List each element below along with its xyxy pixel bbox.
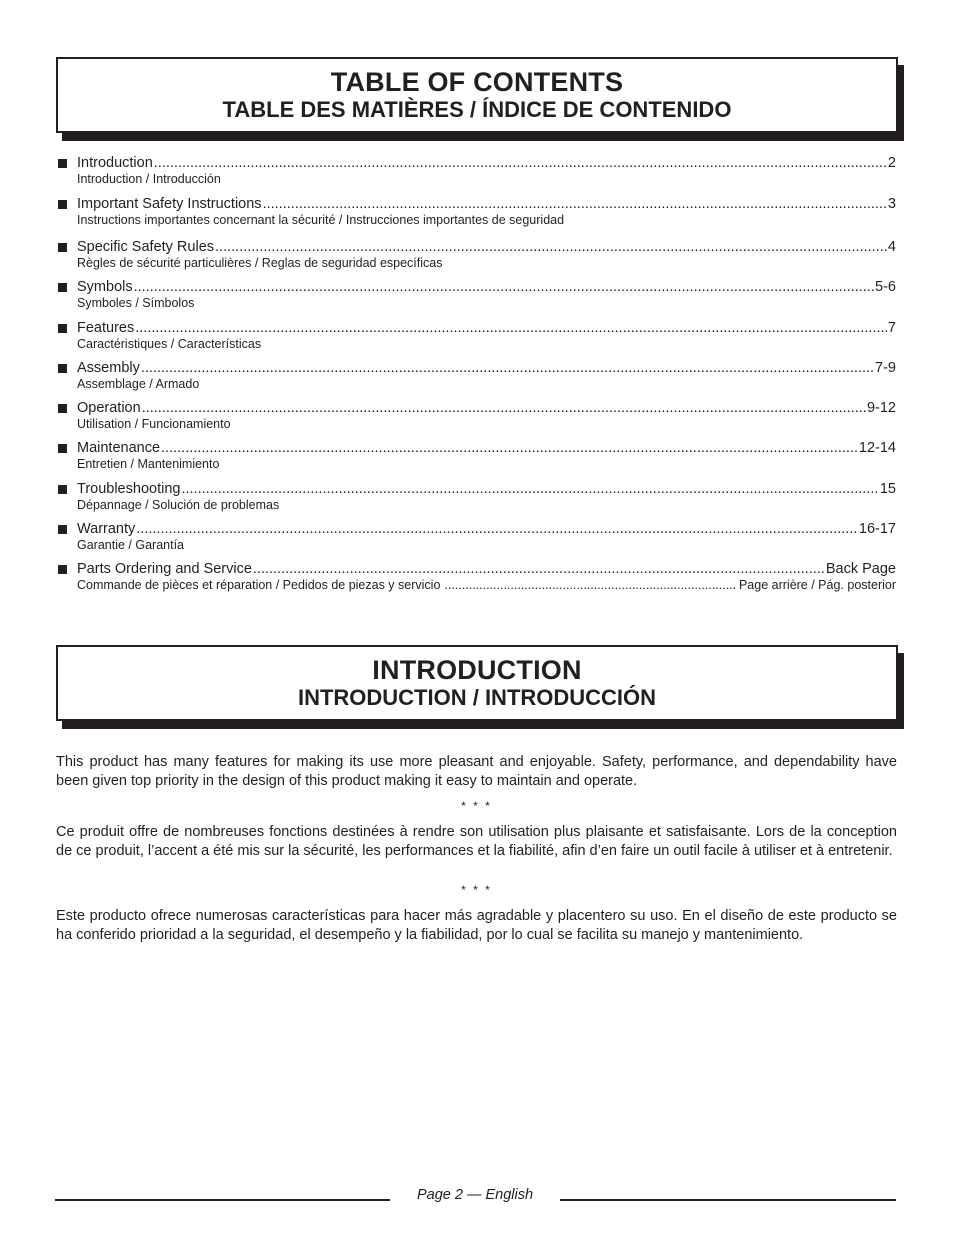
- toc-entry-translation-line: [77, 296, 896, 311]
- footer-rule-right: [560, 1199, 896, 1201]
- toc-item: [56, 481, 896, 521]
- toc-entry-translation-line: [77, 538, 896, 553]
- toc-entry-line: [77, 320, 896, 337]
- toc-entry-translation-line: [77, 377, 896, 392]
- intro-header-box: [56, 645, 898, 721]
- intro-header-frame: [56, 645, 898, 721]
- toc-title: TABLE OF CONTENTS: [330, 67, 624, 97]
- square-bullet-icon: [58, 159, 67, 168]
- toc-entry-translation-line: [77, 213, 896, 228]
- toc-item: [56, 279, 896, 319]
- toc-entry-line: [77, 400, 896, 417]
- square-bullet-icon: [58, 283, 67, 292]
- toc-entry-translation: Utilisation / Funcionamiento: [77, 417, 231, 431]
- square-bullet-icon: [58, 444, 67, 453]
- toc-item: [56, 239, 896, 279]
- toc-entry-page: 16-17: [858, 521, 896, 537]
- toc-entry-page: 7-9: [875, 360, 896, 376]
- separator-1: * * *: [461, 799, 492, 813]
- intro-subtitle: INTRODUCTION / INTRODUCCIÓN: [297, 685, 657, 710]
- toc-entry-translation: Entretien / Mantenimiento: [77, 457, 220, 471]
- square-bullet-icon: [58, 200, 67, 209]
- toc-item: [56, 400, 896, 440]
- toc-item: [56, 360, 896, 400]
- toc-entry-line: [77, 440, 896, 457]
- toc-entry-title: Specific Safety Rules: [77, 239, 215, 255]
- toc-subtitle: TABLE DES MATIÈRES / ÍNDICE DE CONTENIDO: [222, 97, 732, 122]
- toc-leader-dots: [263, 196, 887, 213]
- square-bullet-icon: [58, 404, 67, 413]
- footer-page-label: Page 2 — English: [416, 1187, 534, 1203]
- footer-rule-left: [55, 1199, 390, 1201]
- toc-entry-line: [77, 155, 896, 172]
- toc-entry-title: Important Safety Instructions: [77, 196, 262, 212]
- toc-entry-title: Warranty: [77, 521, 136, 537]
- toc-entry-translation-line: [77, 256, 896, 271]
- toc-leader-dots: [136, 521, 858, 538]
- toc-entry-translation-line: [77, 172, 896, 187]
- toc-entry-title: Maintenance: [77, 440, 161, 456]
- intro-paragraph-fr: Ce produit offre de nombreuses fonctions destinées à rendre son utilisation plus plaisante et satisfaisante. Lors de la conception de ce produit, l’accent a été mis sur la sécurité, les performances et la fiabilité, afin d’en faire un outil facile à utiliser et à entretenir.: [56, 824, 897, 859]
- intro-title: INTRODUCTION: [372, 655, 582, 685]
- toc-entry-translation-line: [77, 498, 896, 513]
- toc-entry-line: [77, 279, 896, 296]
- toc-entry-title: Troubleshooting: [77, 481, 181, 497]
- toc-entry-title: Features: [77, 320, 135, 336]
- toc-entry-translation: Introduction / Introducción: [77, 172, 221, 186]
- toc-leader-dots: [444, 578, 735, 593]
- toc-entry-title: Parts Ordering and Service: [77, 561, 252, 577]
- toc-item: [56, 561, 896, 601]
- toc-entry-page: 2: [887, 155, 896, 171]
- toc-item: [56, 521, 896, 561]
- square-bullet-icon: [58, 243, 67, 252]
- toc-item: [56, 196, 896, 236]
- intro-paragraph-en: This product has many features for making its use more pleasant and enjoyable. Safety, performance, and dependability have been given top priority in the design of this product making it easy to maintain and operate.: [56, 754, 897, 789]
- toc-entry-page: 12-14: [858, 440, 896, 456]
- toc-entry-translation: Commande de pièces et réparation / Pedidos de piezas y servicio: [77, 578, 441, 592]
- toc-leader-dots: [161, 440, 858, 457]
- toc-entry-title: Operation: [77, 400, 141, 416]
- toc-item: [56, 320, 896, 360]
- toc-entry-page: 15: [879, 481, 896, 497]
- toc-entry-translation: Instructions importantes concernant la sécurité / Instrucciones importantes de seguridad: [77, 213, 565, 227]
- toc-entry-translation: Dépannage / Solución de problemas: [77, 498, 280, 512]
- toc-header-box: [56, 57, 898, 133]
- toc-entry-translation: Symboles / Símbolos: [77, 296, 195, 310]
- square-bullet-icon: [58, 525, 67, 534]
- toc-item: [56, 155, 896, 195]
- toc-entry-line: [77, 481, 896, 498]
- toc-entry-page: 7: [887, 320, 896, 336]
- toc-entry-page: 9-12: [866, 400, 896, 416]
- toc-entry-line: [77, 561, 896, 578]
- toc-leader-dots: [142, 400, 866, 417]
- separator-2: * * *: [461, 883, 492, 897]
- toc-entry-page: 4: [887, 239, 896, 255]
- toc-entry-line: [77, 521, 896, 538]
- toc-entry-translation-line: [77, 457, 896, 472]
- toc-leader-dots: [215, 239, 887, 256]
- toc-leader-dots: [253, 561, 825, 578]
- toc-entry-page: 3: [887, 196, 896, 212]
- square-bullet-icon: [58, 485, 67, 494]
- toc-entry-page: 5-6: [875, 279, 896, 295]
- toc-leader-dots: [134, 279, 874, 296]
- toc-entry-line: [77, 239, 896, 256]
- toc-leader-dots: [135, 320, 887, 337]
- toc-entry-translation-line: [77, 578, 896, 593]
- toc-entry-translation: Règles de sécurité particulières / Reglas de seguridad específicas: [77, 256, 443, 270]
- toc-leader-dots: [141, 360, 874, 377]
- toc-entry-line: [77, 196, 896, 213]
- toc-entry-translation-line: [77, 417, 896, 432]
- toc-entry-title: Introduction: [77, 155, 153, 171]
- toc-leader-dots: [154, 155, 887, 172]
- toc-entry-translation: Caractéristiques / Características: [77, 337, 262, 351]
- square-bullet-icon: [58, 324, 67, 333]
- square-bullet-icon: [58, 565, 67, 574]
- toc-entry-title: Symbols: [77, 279, 133, 295]
- square-bullet-icon: [58, 364, 67, 373]
- toc-entry-translation-line: [77, 337, 896, 352]
- toc-leader-dots: [181, 481, 878, 498]
- toc-item: [56, 440, 896, 480]
- toc-entry-translation: Assemblage / Armado: [77, 377, 200, 391]
- toc-entry-translation-page: Page arrière / Pág. posterior: [738, 578, 896, 592]
- intro-paragraph-es: Este producto ofrece numerosas características para hacer más agradable y placentero su uso. En el diseño de este producto se ha conferido prioridad a la seguridad, el desempeño y la fiabilidad, por lo cual se facilita su manejo y mantenimiento.: [56, 908, 897, 943]
- toc-entry-page: Back Page: [825, 561, 896, 577]
- toc-entry-title: Assembly: [77, 360, 140, 376]
- toc-entry-line: [77, 360, 896, 377]
- toc-header-frame: [56, 57, 898, 133]
- toc-entry-translation: Garantie / Garantía: [77, 538, 185, 552]
